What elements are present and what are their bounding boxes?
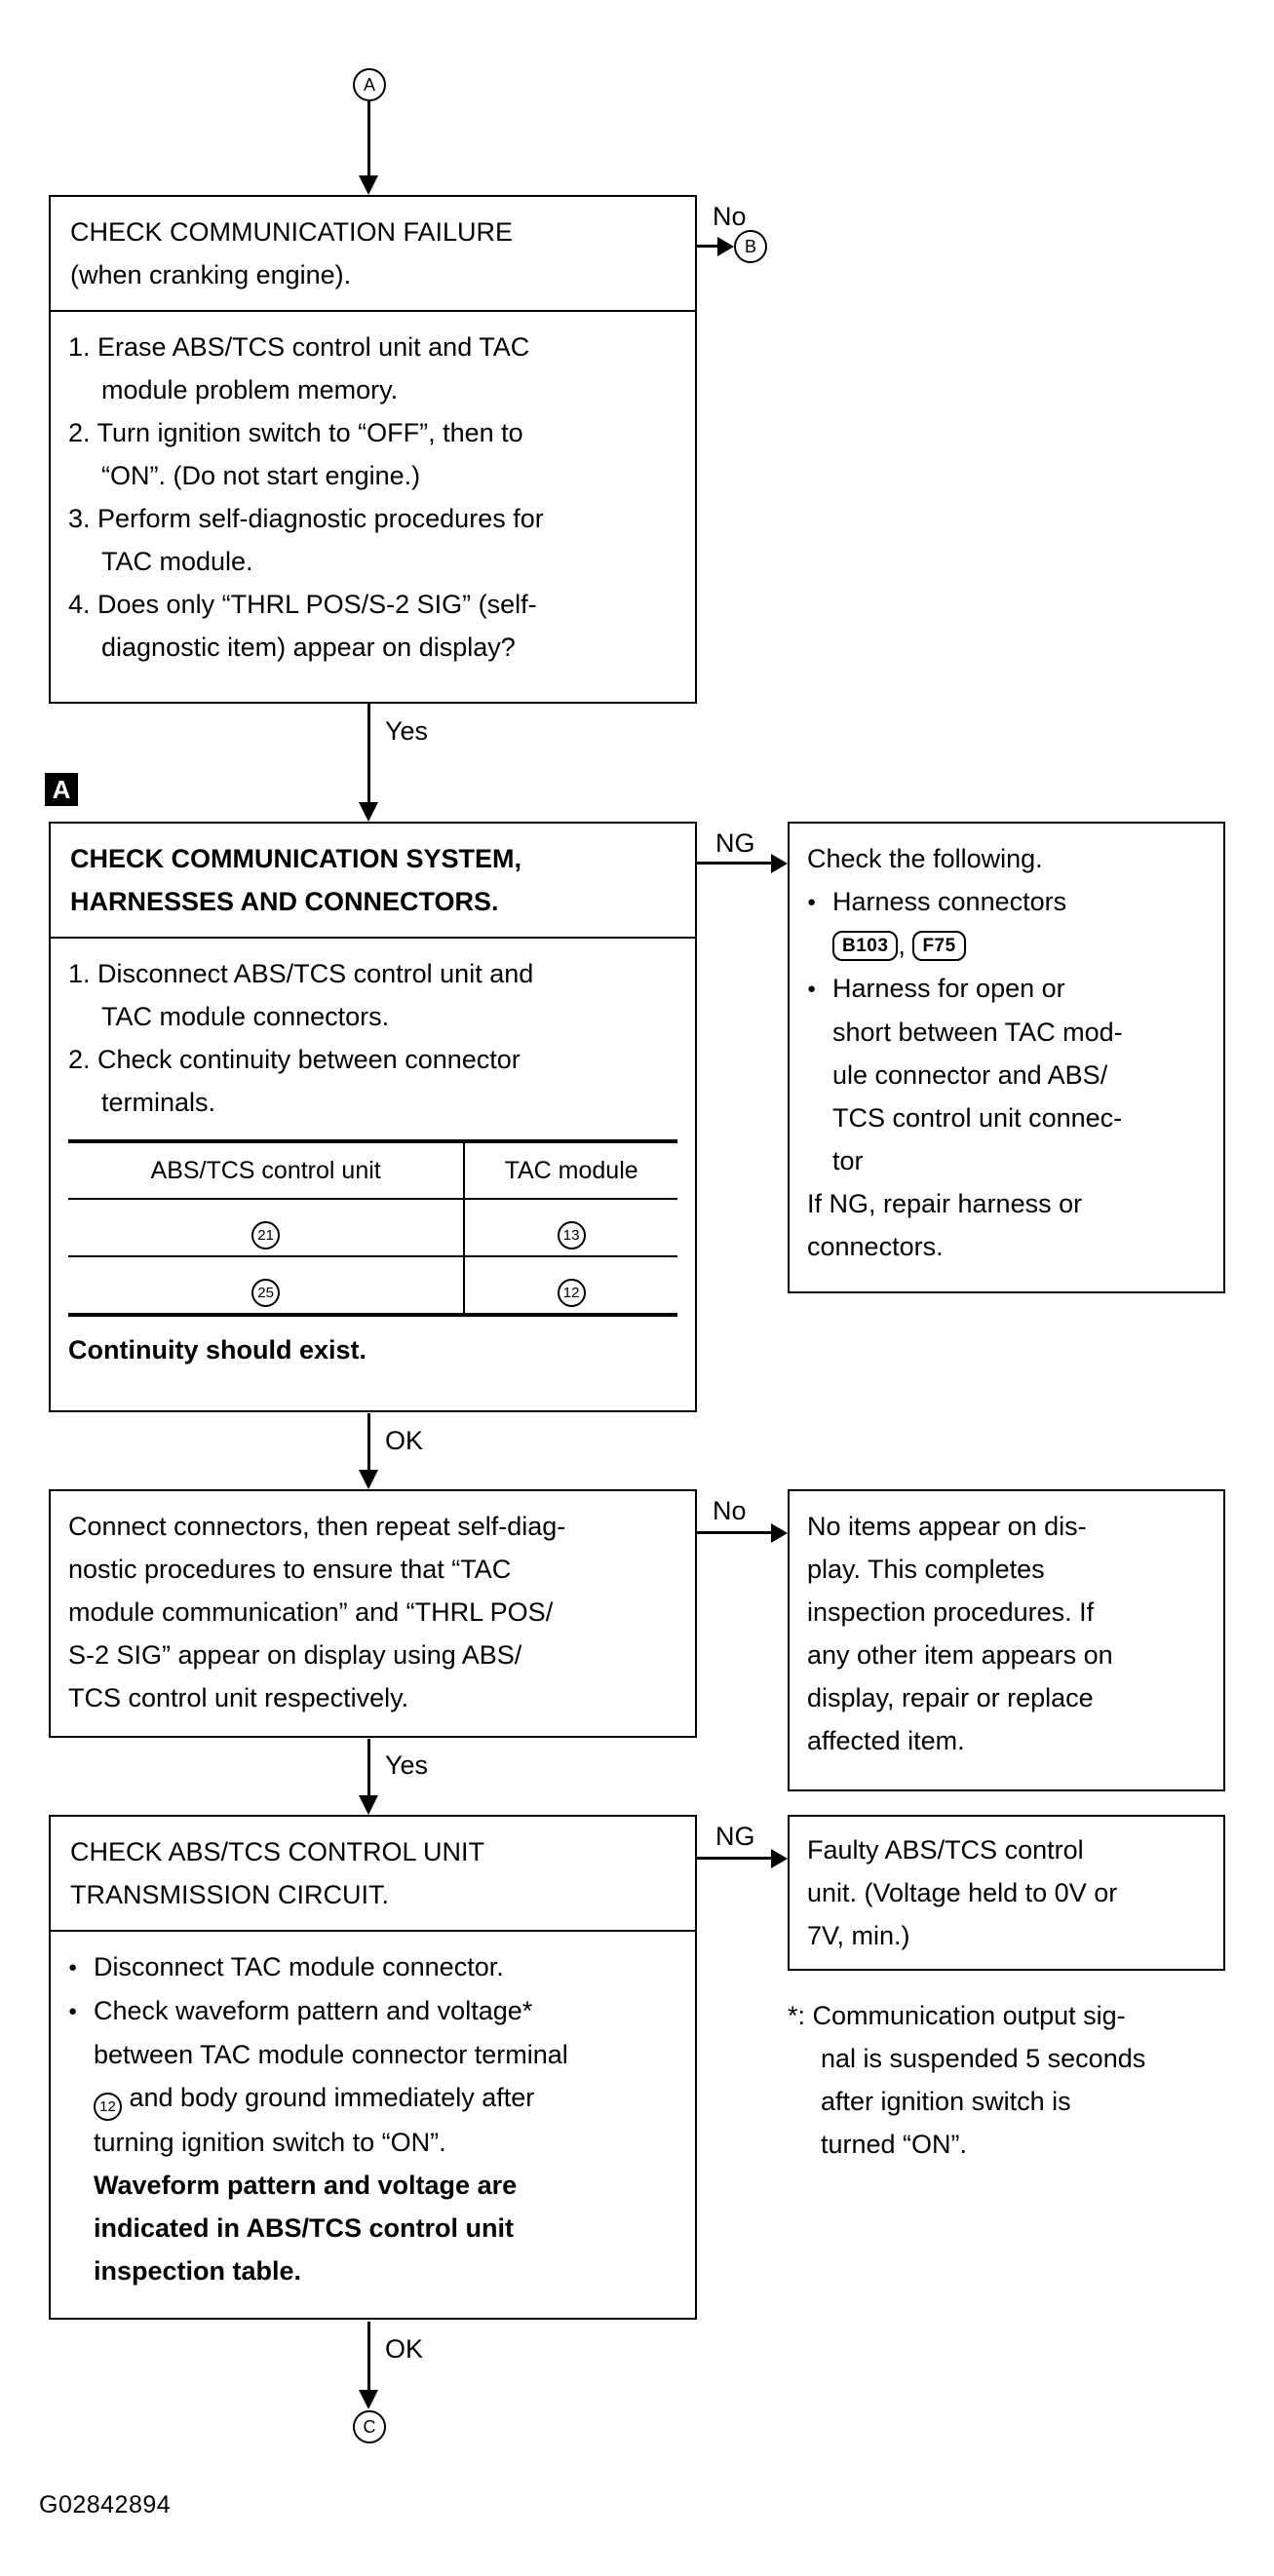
footnote	[788, 1994, 1225, 2166]
list-item	[68, 583, 677, 669]
circled-terminal-number: 13	[558, 1221, 586, 1250]
arrow-right-icon	[717, 237, 734, 256]
text-line: 1. Disconnect ABS/TCS control unit and	[68, 959, 534, 988]
text-line: 1. Erase ABS/TCS control unit and TAC	[68, 332, 530, 362]
text-line: play. This completes	[807, 1555, 1045, 1584]
text-line: Harness for open or	[832, 974, 1065, 1003]
list-item	[68, 1038, 677, 1124]
text-line: 2. Turn ignition switch to “OFF”, then to	[68, 418, 523, 447]
text-line: 4. Does only “THRL POS/S-2 SIG” (self-	[68, 590, 537, 619]
arrow-right-icon	[771, 1523, 788, 1543]
step2-box	[49, 822, 697, 1412]
text-line: display, repair or replace	[807, 1683, 1094, 1712]
connector-circle-c	[353, 2410, 386, 2443]
section-marker-a	[45, 773, 78, 806]
connector-badge-f75: F75	[912, 931, 965, 961]
list-item	[68, 326, 677, 411]
text-line: 7V, min.)	[807, 1921, 910, 1950]
arrow-down-icon	[359, 2390, 378, 2409]
text-line: turning ignition switch to “ON”.	[94, 2128, 446, 2157]
flow-line	[697, 1857, 771, 1860]
flow-line	[697, 245, 718, 248]
table-row	[68, 1256, 677, 1315]
text-line: Check waveform pattern and voltage*	[94, 1996, 533, 2025]
text-line: (when cranking engine).	[70, 260, 352, 289]
bullet-item	[807, 967, 1206, 1011]
text-line: TCS control unit respectively.	[68, 1683, 409, 1712]
flow-line	[697, 1531, 771, 1534]
step4-body	[51, 1932, 695, 2306]
list-item	[68, 952, 677, 1038]
text-line: between TAC module connector terminal	[94, 2040, 568, 2069]
text-line: ule connector and ABS/	[832, 1060, 1108, 1090]
circled-terminal-number: 12	[94, 2093, 122, 2121]
connector-badge-b103: B103	[832, 931, 898, 961]
table-header-abs: ABS/TCS control unit	[68, 1141, 464, 1199]
text-line: TAC module connectors.	[101, 1002, 390, 1031]
text-line: CHECK COMMUNICATION FAILURE	[70, 217, 514, 247]
arrow-down-icon	[359, 175, 378, 195]
connector-letter: B	[744, 237, 756, 256]
text-line: If NG, repair harness or	[807, 1189, 1083, 1218]
step1-title	[51, 197, 695, 312]
text-line: *: Communication output sig-	[788, 2001, 1126, 2030]
flow-line	[367, 1413, 370, 1472]
bullet-icon: ●	[807, 894, 817, 910]
text-line: any other item appears on	[807, 1640, 1113, 1670]
arrow-down-icon	[359, 1795, 378, 1815]
branch-label-yes: Yes	[385, 1750, 429, 1780]
arrow-down-icon	[359, 1470, 378, 1489]
step2-title	[51, 824, 695, 939]
connector-letter: A	[363, 75, 375, 95]
step1-box	[49, 195, 697, 704]
text-line: inspection procedures. If	[807, 1597, 1095, 1627]
flow-line	[367, 2322, 370, 2392]
text-line: nostic procedures to ensure that “TAC	[68, 1555, 512, 1584]
text-line: TCS control unit connec-	[832, 1103, 1123, 1133]
text-line: CHECK ABS/TCS CONTROL UNIT	[70, 1837, 485, 1866]
text-line: connectors.	[807, 1232, 944, 1261]
text-line: diagnostic item) appear on display?	[101, 633, 516, 662]
table-header-tac: TAC module	[464, 1141, 677, 1199]
continuity-table	[68, 1139, 677, 1317]
text-line: HARNESSES AND CONNECTORS.	[70, 887, 499, 916]
step4-title	[51, 1817, 695, 1932]
step2-body	[51, 939, 695, 1385]
arrow-down-icon	[359, 802, 378, 822]
circled-terminal-number: 12	[558, 1279, 586, 1307]
branch-label-ng: NG	[715, 828, 755, 858]
connector-badges	[807, 924, 1206, 967]
connector-letter: C	[363, 2417, 376, 2437]
bullet-icon: ●	[68, 1959, 78, 1976]
ng1-result-box	[788, 822, 1225, 1293]
text-line: 3. Perform self-diagnostic procedures for	[68, 504, 544, 533]
bullet-item	[68, 1945, 677, 1989]
branch-label-yes: Yes	[385, 716, 429, 746]
text-line: 2. Check continuity between connector	[68, 1045, 521, 1074]
connector-circle-a	[353, 68, 386, 101]
ng2-result-box	[788, 1815, 1225, 1971]
step1-body	[51, 312, 695, 682]
text-line: terminals.	[101, 1088, 216, 1117]
flow-line	[367, 1739, 370, 1797]
text-line: Connect connectors, then repeat self-diag-	[68, 1512, 566, 1541]
circled-terminal-number: 25	[251, 1279, 280, 1307]
text-line: 12 and body ground immediately after	[68, 2076, 677, 2121]
step3-box	[49, 1489, 697, 1738]
badge-separator: ,	[898, 931, 913, 960]
connector-circle-b	[734, 230, 767, 263]
text-line: unit. (Voltage held to 0V or	[807, 1878, 1118, 1907]
text-line: CHECK COMMUNICATION SYSTEM,	[70, 844, 521, 873]
branch-label-no: No	[713, 1496, 747, 1525]
text-line: module communication” and “THRL POS/	[68, 1597, 554, 1627]
step4-box	[49, 1815, 697, 2320]
text-line: Disconnect TAC module connector.	[94, 1952, 504, 1981]
text-line: S-2 SIG” appear on display using ABS/	[68, 1640, 522, 1670]
flow-line	[367, 704, 370, 803]
list-item	[68, 411, 677, 497]
branch-label-ng: NG	[715, 1822, 755, 1851]
continuity-note: Continuity should exist.	[68, 1335, 367, 1365]
text-line: Faulty ABS/TCS control	[807, 1835, 1084, 1865]
text-line: tor	[832, 1146, 864, 1175]
no-result-box	[788, 1489, 1225, 1791]
text-line: module problem memory.	[101, 375, 399, 404]
branch-label-ok: OK	[385, 1426, 424, 1455]
branch-label-no: No	[713, 202, 747, 231]
text-line: Harness connectors	[832, 887, 1067, 916]
figure-id: G02842894	[39, 2491, 172, 2518]
text-line: turned “ON”.	[821, 2130, 968, 2159]
text-line: TAC module.	[101, 547, 253, 576]
text-line: short between TAC mod-	[832, 1018, 1123, 1047]
flow-line	[367, 101, 370, 177]
text-line: nal is suspended 5 seconds	[821, 2044, 1146, 2073]
text-line: Waveform pattern and voltage are	[94, 2171, 518, 2200]
text-line: Check the following.	[807, 844, 1043, 873]
table-header-row	[68, 1141, 677, 1199]
branch-label-ok: OK	[385, 2334, 424, 2364]
list-item	[68, 497, 677, 583]
circled-terminal-number: 21	[251, 1221, 280, 1250]
flow-line	[697, 862, 771, 865]
text-line: affected item.	[807, 1726, 965, 1755]
text-line: indicated in ABS/TCS control unit	[94, 2213, 514, 2243]
section-letter: A	[52, 775, 71, 804]
text-line: No items appear on dis-	[807, 1512, 1087, 1541]
text-line: after ignition switch is	[821, 2087, 1071, 2116]
text-line: “ON”. (Do not start engine.)	[101, 461, 421, 490]
bullet-icon: ●	[807, 980, 817, 997]
text-line: TRANSMISSION CIRCUIT.	[70, 1880, 390, 1909]
arrow-right-icon	[771, 1849, 788, 1868]
bullet-item	[68, 1989, 677, 2033]
table-row	[68, 1199, 677, 1256]
arrow-right-icon	[771, 854, 788, 873]
bullet-icon: ●	[68, 2003, 78, 2019]
bullet-item	[807, 880, 1206, 924]
text-line: inspection table.	[94, 2256, 302, 2286]
